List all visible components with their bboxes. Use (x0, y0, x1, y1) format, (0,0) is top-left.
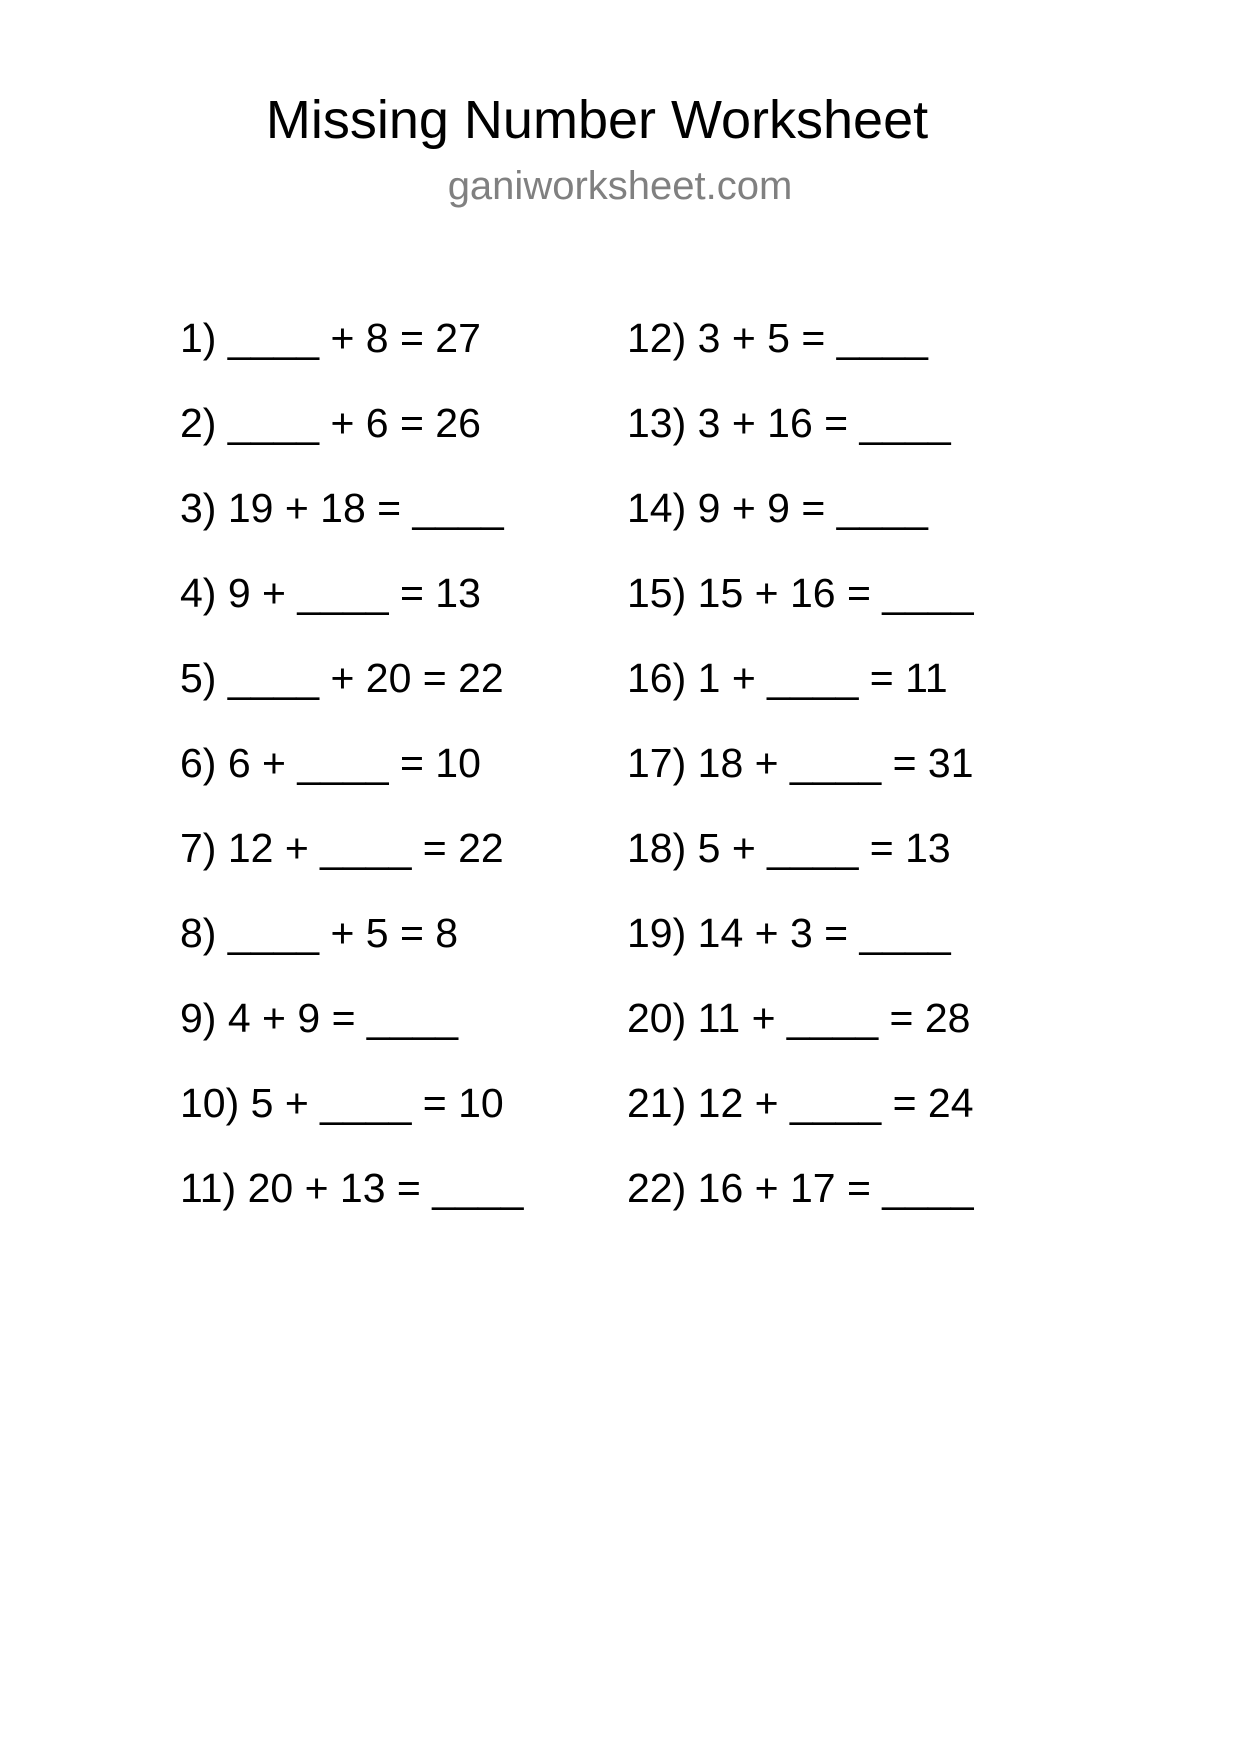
problem-13: 13) 3 + 16 = ____ (627, 400, 951, 446)
problem-22: 22) 16 + 17 = ____ (627, 1165, 974, 1211)
problem-6: 6) 6 + ____ = 10 (180, 740, 481, 786)
problem-11: 11) 20 + 13 = ____ (180, 1165, 524, 1211)
problems-column-left (180, 310, 523, 1245)
problem-18: 18) 5 + ____ = 13 (627, 825, 951, 871)
page-title: Missing Number Worksheet (265, 90, 929, 150)
problem-7: 7) 12 + ____ = 22 (180, 825, 504, 871)
problem-15: 15) 15 + 16 = ____ (627, 570, 974, 616)
problem-17: 17) 18 + ____ = 31 (627, 740, 974, 786)
problem-14: 14) 9 + 9 = ____ (627, 485, 928, 531)
problem-21: 21) 12 + ____ = 24 (627, 1080, 974, 1126)
problem-5: 5) ____ + 20 = 22 (180, 655, 504, 701)
problem-20: 20) 11 + ____ = 28 (627, 995, 971, 1041)
problem-10: 10) 5 + ____ = 10 (180, 1080, 504, 1126)
problem-3: 3) 19 + 18 = ____ (180, 485, 504, 531)
problems-column-right (627, 310, 974, 1245)
site-subtitle: ganiworksheet.com (447, 164, 793, 208)
problem-4: 4) 9 + ____ = 13 (180, 570, 481, 616)
problem-19: 19) 14 + 3 = ____ (627, 910, 951, 956)
problem-1: 1) ____ + 8 = 27 (180, 315, 481, 361)
problem-12: 12) 3 + 5 = ____ (627, 315, 928, 361)
problem-8: 8) ____ + 5 = 8 (180, 910, 459, 956)
problem-9: 9) 4 + 9 = ____ (180, 995, 459, 1041)
problem-2: 2) ____ + 6 = 26 (180, 400, 481, 446)
problem-16: 16) 1 + ____ = 11 (627, 655, 948, 701)
